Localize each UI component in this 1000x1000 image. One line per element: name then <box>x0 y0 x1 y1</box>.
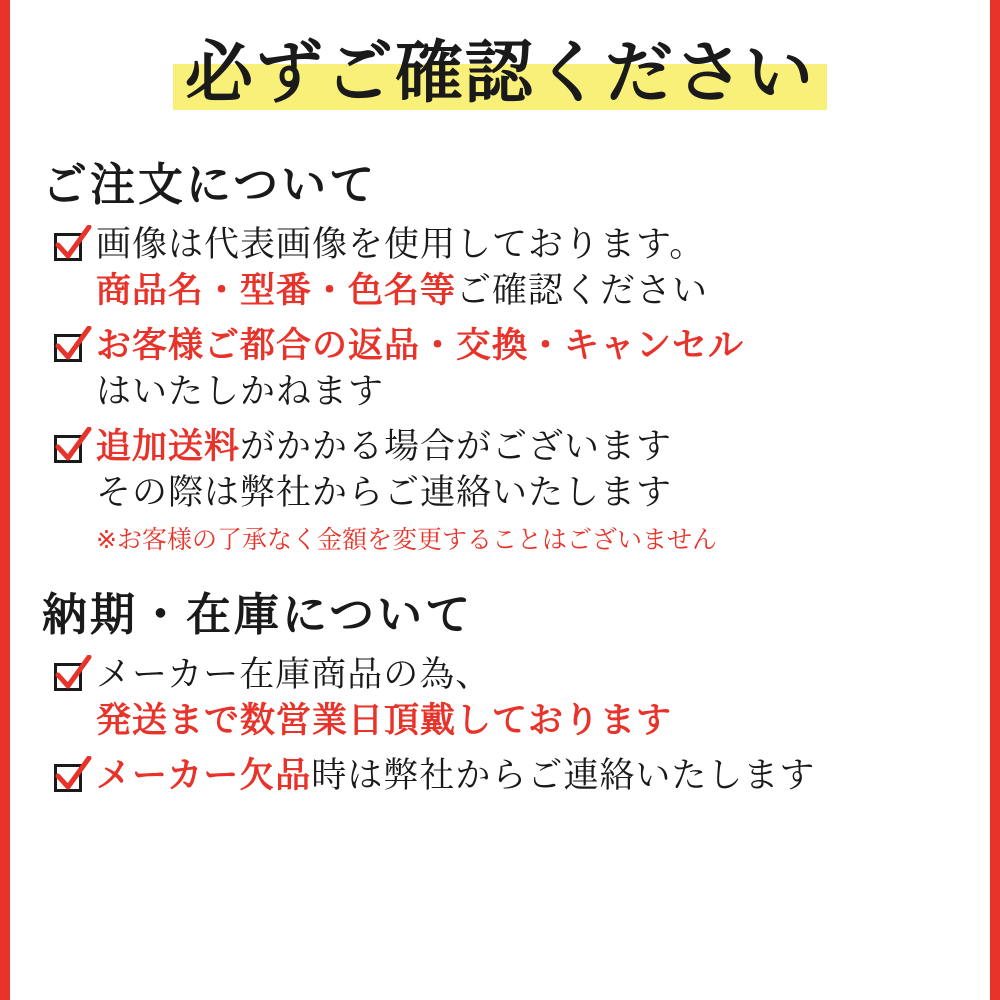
left-red-bar <box>0 0 10 1000</box>
line-mixed <box>96 425 990 471</box>
check-mark-icon <box>52 330 88 366</box>
line-text: その際は弊社からご連絡いたします <box>96 472 673 513</box>
list-item <box>52 754 990 800</box>
line-text-black: 時は弊社からご連絡いたします <box>311 756 816 796</box>
check-mark-icon <box>52 431 88 467</box>
line-text-red: 追加送料 <box>96 427 241 467</box>
line-note: ※お客様の了承なく金額を変更することはございません <box>96 525 717 554</box>
right-red-bar <box>990 0 1000 1000</box>
line-text-red: お客様ご都合の返品・交換・キャンセル <box>96 326 745 366</box>
page-title <box>173 34 827 118</box>
list-item <box>52 653 990 744</box>
list-item <box>52 324 990 415</box>
list-item <box>52 425 990 556</box>
content-area <box>10 0 990 1000</box>
section-heading-orders: ご注文について <box>42 158 378 211</box>
line-text-black: がかかる場合がございます <box>240 427 673 467</box>
line-text-red: メーカー欠品 <box>96 756 312 796</box>
line-text-red: 商品名・型番・色名等 <box>96 270 457 311</box>
line-text: 画像は代表画像を使用しております。 <box>96 225 706 265</box>
line-text-black: ご確認ください <box>456 270 709 311</box>
list-item-text <box>96 223 990 314</box>
section-heading-delivery: 納期・在庫について <box>42 588 474 641</box>
line-mixed <box>96 754 990 800</box>
check-mark-icon <box>52 229 88 265</box>
page-title-text: 必ずご確認ください <box>184 34 815 113</box>
check-mark-icon <box>52 760 88 796</box>
list-item-text <box>96 754 990 800</box>
list-item-text <box>96 324 990 415</box>
title-block <box>10 34 990 134</box>
line-text: メーカー在庫商品の為、 <box>96 655 492 695</box>
line-mixed <box>96 269 990 315</box>
list-item-text <box>96 425 990 556</box>
list-item-text <box>96 653 990 744</box>
list-item <box>52 223 990 314</box>
line-text: はいたしかねます <box>96 371 385 412</box>
check-mark-icon <box>52 659 88 695</box>
line-text-red: 発送まで数営業日頂戴しております <box>96 700 673 741</box>
